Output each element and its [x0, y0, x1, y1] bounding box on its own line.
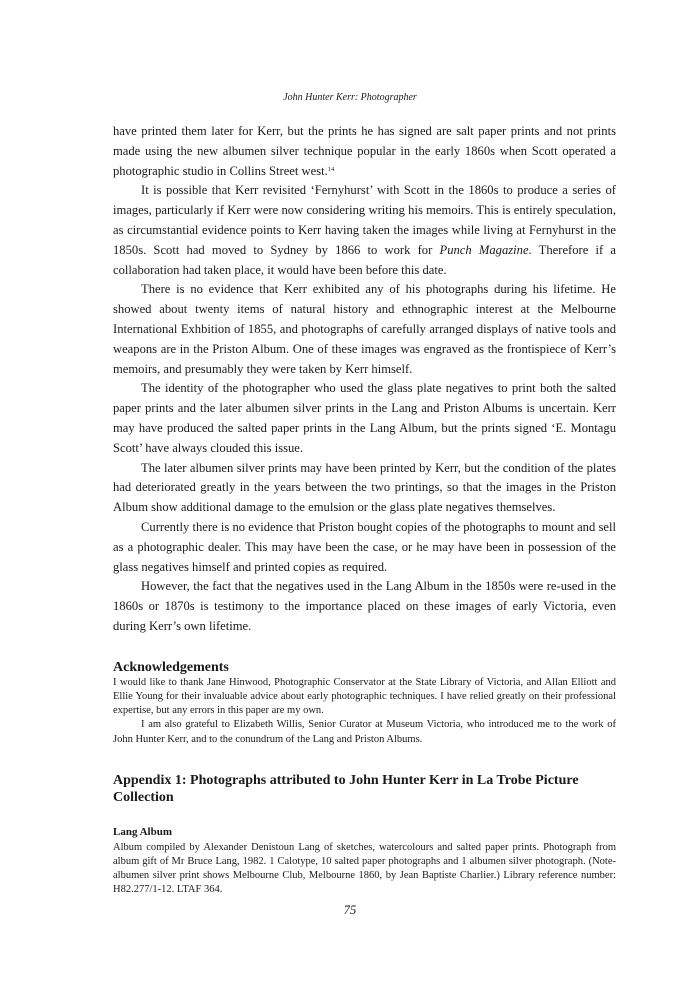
paragraph-2-text-start: It is possible that Kerr revisited ‘Fernyhurst’ with Scott in the 1860s to produce a series of images, particularly if Kerr were now considering writing his memoirs. This is entirely speculation, as circumstantial evidence points to Kerr having taken the images while living at Fernyhurst in the 1850s. Scott had moved to Sydney by 1866 to work for — [113, 183, 616, 257]
paragraph-5: The later albumen silver prints may have been printed by Kerr, but the condition of the plates had deteriorated greatly in the years between the two printings, so that the images in the Priston Album show additional damage to the emulsion or the glass plate negatives themselves. — [113, 460, 616, 515]
punch-magazine-title: Punch Magazine — [439, 242, 529, 257]
footnote-ref-14: 14 — [327, 165, 335, 173]
acknowledgements-heading: Acknowledgements — [113, 659, 229, 675]
acknowledgements-paragraph-1: I would like to thank Jane Hinwood, Photographic Conservator at the State Library of Victoria, and Allan Elliott and Ellie Young for their invaluable advice about early photographic techniques. I have relied greatly on their professional expertise, but any errors in this paper are my own. — [113, 676, 616, 717]
paragraph-1 — [113, 122, 616, 181]
lang-album-description: Album compiled by Alexander Denistoun Lang of sketches, watercolours and salted paper prints. Photograph from album gift of Mr Bruce Lang, 1982. 1 Calotype, 10 salted paper photographs and 1 albumen silver photograph. (Note- albumen silver print shows Melbourne Club, Melbourne 1860, by Jean Baptiste Charlier.) Library reference number: H82.277/1-12. LTAF 364. — [113, 841, 616, 896]
body-text — [113, 122, 616, 637]
lang-album-heading: Lang Album — [113, 825, 172, 838]
paragraph-4: The identity of the photographer who used the glass plate negatives to print both the salted paper prints and the later albumen silver prints in the Lang and Priston Albums is uncertain. Kerr may have produced the salted paper prints in the Lang Album, but the prints signed ‘E. Montagu Scott’ have always clouded this issue. — [113, 381, 616, 455]
acknowledgements-section — [113, 676, 616, 747]
paragraph-7: However, the fact that the negatives used in the Lang Album in the 1850s were re-used in the 1860s or 1870s is testimony to the importance placed on these images of early Victoria, even during Kerr’s own lifetime. — [113, 579, 616, 633]
running-head: John Hunter Kerr: Photographer — [283, 92, 417, 103]
page-content — [113, 122, 616, 898]
paragraph-2-text-end: . Therefore if a collaboration had taken place, it would have been before this date. — [113, 242, 616, 277]
acknowledgements-paragraph-2: I am also grateful to Elizabeth Willis, Senior Curator at Museum Victoria, who introduced me to the work of John Hunter Kerr, and to the conundrum of the Lang and Priston Albums. — [113, 719, 616, 745]
paragraph-6: Currently there is no evidence that Priston bought copies of the photographs to mount and sell as a photographic dealer. This may have been the case, or he may have been in possession of the glass negatives himself and printed copies as required. — [113, 519, 616, 574]
paragraph-2 — [113, 181, 616, 280]
paragraph-1-text: have printed them later for Kerr, but the prints he has signed are salt paper prints and not prints made using the new albumen silver technique popular in the early 1860s when Scott operated a photographic studio in Collins Street west. — [113, 124, 616, 178]
paragraph-3: There is no evidence that Kerr exhibited any of his photographs during his lifetime. He showed about twenty items of natural history and ethnographic interest at the Melbourne International Exhbition of 1855, and photographs of carefully arranged displays of native tools and weapons are in the Priston Album. One of these images was engraved as the frontispiece of Kerr’s memoirs, and presumably they were taken by Kerr himself. — [113, 282, 616, 376]
page-number: 75 — [343, 903, 357, 917]
appendix-heading: Appendix 1: Photographs attributed to John Hunter Kerr in La Trobe Picture Collection — [113, 772, 579, 805]
